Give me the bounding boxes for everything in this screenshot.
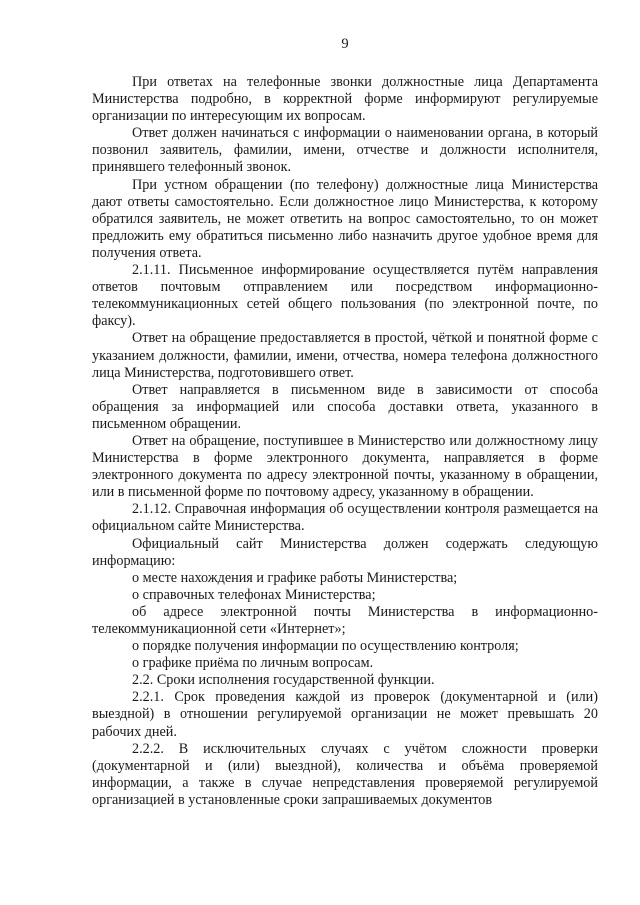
paragraph-answer-start: Ответ должен начинаться с информации о наименовании органа, в который позвонил заявитель, фамилии, имени, отчестве и должности исполнителя, принявшего телефонный звонок.: [92, 125, 598, 176]
paragraph-2-2-1: 2.2.1. Срок проведения каждой из проверок (документарной и (или) выездной) в отношении регулируемой организации не может превышать 20 рабочих дней.: [92, 689, 598, 740]
list-item-reception: о графике приёма по личным вопросам.: [132, 655, 374, 672]
document-body: [92, 74, 598, 809]
paragraph-2-1-11: 2.1.11. Письменное информирование осуществляется путём направления ответов почтовым отправлением или посредством информационно-телекоммуникационных сетей общего пользования (по электронной почте, по факсу).: [92, 262, 598, 330]
list-item-phones: о справочных телефонах Министерства;: [132, 586, 376, 603]
list-item-email: об адресе электронной почты Министерства в информационно-телекоммуникационной сети «Интернет»;: [92, 603, 598, 637]
list-item-location: о месте нахождения и графике работы Министерства;: [132, 569, 458, 586]
paragraph-answer-written: Ответ направляется в письменном виде в зависимости от способа обращения за информацией или способа доставки ответа, указанного в письменном обращении.: [92, 381, 598, 432]
list-item-procedure: о порядке получения информации по осуществлению контроля;: [132, 638, 519, 655]
paragraph-official-site: Официальный сайт Министерства должен содержать следующую информацию:: [92, 535, 598, 569]
paragraph-answer-form: Ответ на обращение предоставляется в простой, чёткой и понятной форме с указанием должности, фамилии, имени, отчества, номера телефона должностного лица Министерства, подготовившего ответ.: [92, 330, 598, 381]
paragraph-phone-answers: При ответах на телефонные звонки должностные лица Департамента Министерства подробно, в корректной форме информируют регулируемые организации по интересующим их вопросам.: [92, 74, 598, 125]
paragraph-2-2-2: 2.2.2. В исключительных случаях с учётом сложности проверки (документарной и (или) выездной), количества и объёма проверяемой информации, а также в случае непредставления проверяемой регулируемой организацией в установленные сроки запрашиваемых документов: [92, 740, 598, 808]
page-number: 9: [341, 36, 349, 52]
paragraph-oral-request: При устном обращении (по телефону) должностные лица Министерства дают ответы самостоятельно. Если должностное лицо Министерства, к которому обратился заявитель, не может ответить на вопрос самостоятельно, то он может предложить ему обратиться письменно либо назначить другое удобное время для получения ответа.: [92, 176, 598, 261]
paragraph-electronic-answer: Ответ на обращение, поступившее в Министерство или должностному лицу Министерства в форме электронного документа, направляется в форме электронного документа по адресу электронной почты, указанному в обращении, или в письменной форме по почтовому адресу, указанному в обращении.: [92, 432, 598, 501]
paragraph-2-1-12: 2.1.12. Справочная информация об осуществлении контроля размещается на официальном сайте Министерства.: [92, 501, 598, 535]
paragraph-2-2: 2.2. Сроки исполнения государственной функции.: [132, 672, 435, 689]
